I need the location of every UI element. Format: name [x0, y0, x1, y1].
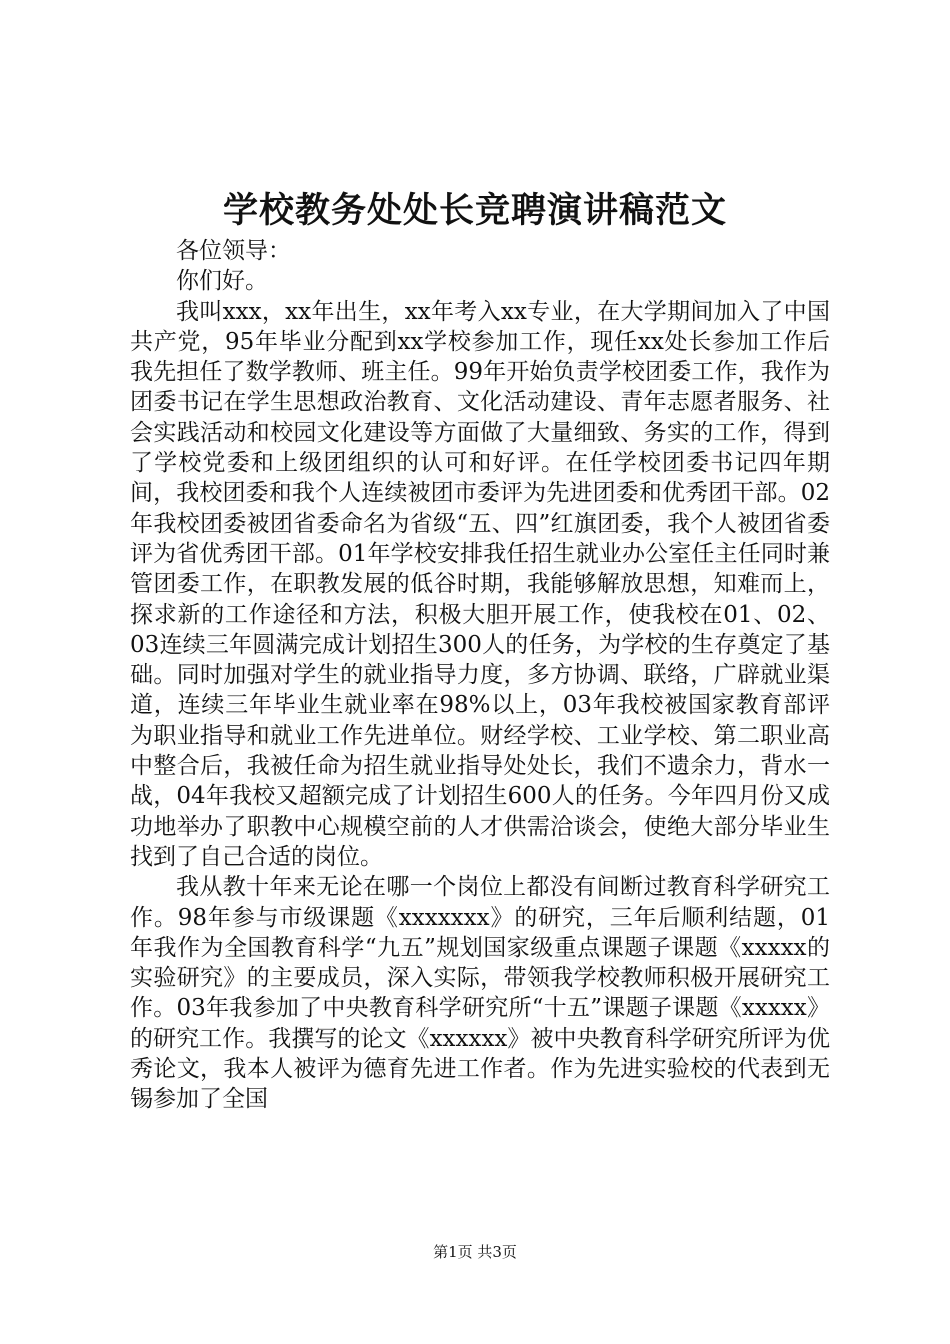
document-title: 学校教务处处长竞聘演讲稿范文	[222, 190, 727, 231]
document-body	[130, 236, 830, 1115]
paragraph-career: 我叫xxx，xx年出生，xx年考入xx专业，在大学期间加入了中国共产党，95年毕业分配到xx学校参加工作，现任xx处长参加工作后我先担任了数学教师、班主任。99年开始负责学校团委工作，我作为团委书记在学生思想政治教育、文化活动建设、青年志愿者服务、社会实践活动和校园文化建设等方面做了大量细致、务实的工作，得到了学校党委和上级团组织的认可和好评。在任学校团委书记四年期间，我校团委和我个人连续被团市委评为先进团委和优秀团干部。02年我校团委被团省委命名为省级“五、四”红旗团委，我个人被团省委评为省优秀团干部。01年学校安排我任招生就业办公室任主任同时兼管团委工作，在职教发展的低谷时期，我能够解放思想，知难而上，探求新的工作途径和方法，积极大胆开展工作，使我校在01、02、03连续三年圆满完成计划招生300人的任务，为学校的生存奠定了基础。同时加强对学生的就业指导力度，多方协调、联络，广辟就业渠道，连续三年毕业生就业率在98%以上，03年我校被国家教育部评为职业指导和就业工作先进单位。财经学校、工业学校、第二职业高中整合后，我被任命为招生就业指导处处长，我们不遗余力，背水一战，04年我校又超额完成了计划招生600人的任务。今年四月份又成功地举办了职教中心规模空前的人才供需洽谈会，使绝大部分毕业生找到了自己合适的岗位。	[130, 298, 830, 870]
page-footer: 第1页 共3页	[433, 1243, 517, 1261]
paragraph-research: 我从教十年来无论在哪一个岗位上都没有间断过教育科学研究工作。98年参与市级课题《xxxxxxx》的研究，三年后顺利结题，01年我作为全国教育科学“九五”规划国家级重点课题子课题《xxxxx的实验研究》的主要成员，深入实际，带领我学校教师积极开展研究工作。03年我参加了中央教育科学研究所“十五”课题子课题《xxxxx》的研究工作。我撰写的论文《xxxxxx》被中央教育科学研究所评为优秀论文，我本人被评为德育先进工作者。作为先进实验校的代表到无锡参加了全国	[130, 874, 830, 1113]
greeting: 你们好。	[176, 268, 268, 295]
salutation: 各位领导：	[176, 238, 291, 264]
